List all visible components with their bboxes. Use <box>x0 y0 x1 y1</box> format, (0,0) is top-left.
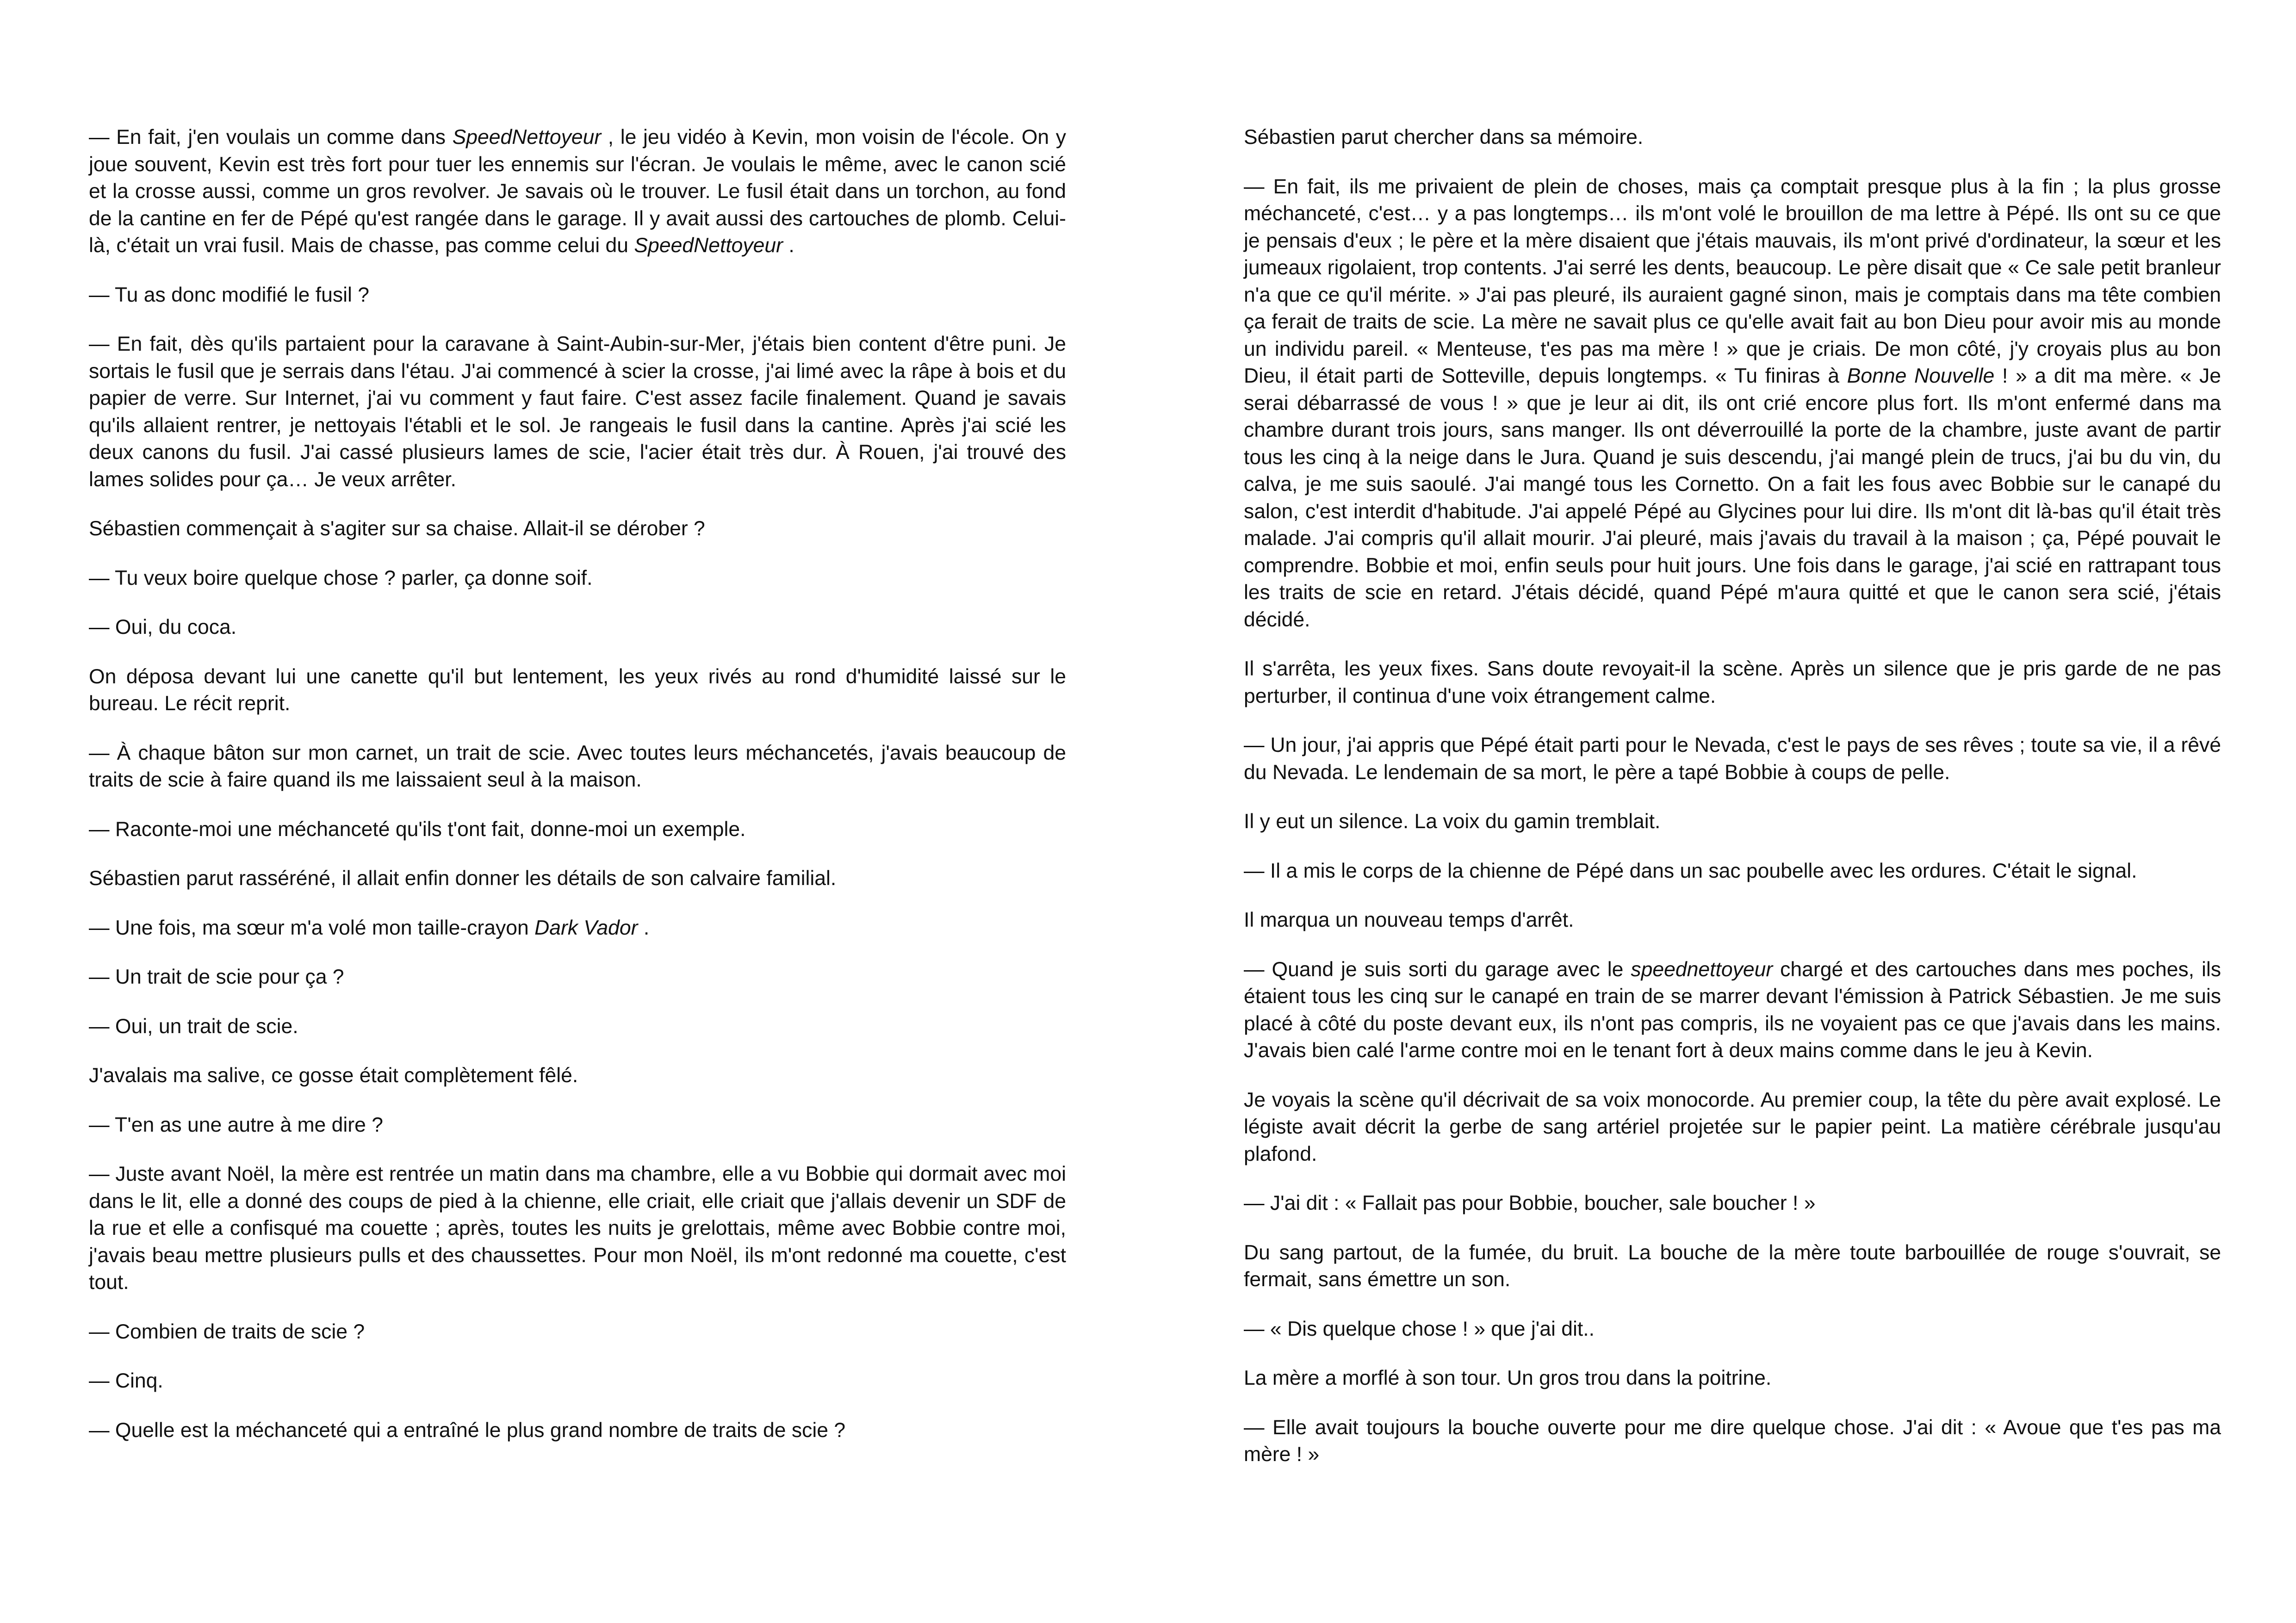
text-run: — « Dis quelque chose ! » que j'ai dit.. <box>1244 1317 1595 1340</box>
paragraph <box>1244 173 2221 634</box>
text-run: — Une fois, ma sœur m'a volé mon taille-crayon <box>89 916 535 939</box>
paragraph <box>89 331 1066 493</box>
text-run: — À chaque bâton sur mon carnet, un trait de scie. Avec toutes leurs méchancetés, j'avais beaucoup de traits de scie à faire quand ils me laissaient seul à la maison. <box>89 741 1066 791</box>
paragraph <box>89 1112 1066 1139</box>
text-run: — Quand je suis sorti du garage avec le <box>1244 958 1631 981</box>
paragraph <box>89 1161 1066 1296</box>
paragraph <box>1244 1239 2221 1294</box>
italic-run: SpeedNettoyeur <box>634 234 783 257</box>
italic-run: Bonne Nouvelle <box>1847 365 1995 387</box>
paragraph <box>89 1013 1066 1041</box>
paragraph <box>89 1062 1066 1090</box>
text-run: — Juste avant Noël, la mère est rentrée un matin dans ma chambre, elle a vu Bobbie qui dormait avec moi dans le lit, elle a donné des coups de pied à la chienne, elle criait, elle criait que j'allais devenir un SDF de la rue et elle a confisqué ma couette ; après, toutes les nuits je grelottais, même avec Bobbie contre moi, j'avais beau mettre plusieurs pulls et des chaussettes. Pour mon Noël, ils m'ont redonné ma couette, c'est tout. <box>89 1163 1066 1294</box>
text-run: Sébastien parut chercher dans sa mémoire. <box>1244 126 1644 149</box>
text-run: chargé et des cartouches dans mes poches, ils étaient tous les cinq sur le canapé en train de se marrer devant l'émission à Patrick Sébastien. Je me suis placé à côté du poste devant eux, ils n'ont pas compris, ils ne voyaient pas ce que j'avais dans les mains. J'avais bien calé l'arme contre moi en le tenant fort à deux mains comme dans le jeu à Kevin. <box>1244 958 2221 1062</box>
text-run: — Oui, du coca. <box>89 616 237 638</box>
italic-run: speednettoyeur <box>1631 958 1773 981</box>
paragraph <box>89 124 1066 260</box>
text-run: — Elle avait toujours la bouche ouverte pour me dire quelque chose. J'ai dit : « Avoue que t'es pas ma mère ! » <box>1244 1416 2221 1466</box>
text-run: — Il a mis le corps de la chienne de Pépé dans un sac poubelle avec les ordures. C'était le signal. <box>1244 859 2137 882</box>
paragraph <box>1244 808 2221 836</box>
text-run: Sébastien commençait à s'agiter sur sa chaise. Allait-il se dérober ? <box>89 517 705 540</box>
text-run: — Un jour, j'ai appris que Pépé était parti pour le Nevada, c'est le pays de ses rêves ; toute sa vie, il a rêvé du Nevada. Le lendemain de sa mort, le père a tapé Bobbie à coups de pelle. <box>1244 734 2221 784</box>
paragraph <box>1244 1190 2221 1217</box>
paragraph <box>1244 1316 2221 1343</box>
text-run: — J'ai dit : « Fallait pas pour Bobbie, boucher, sale boucher ! » <box>1244 1192 1816 1214</box>
text-run: Je voyais la scène qu'il décrivait de sa voix monocorde. Au premier coup, la tête du père avait explosé. Le légiste avait décrit la gerbe de sang artériel projetée sur le papier peint. La matière cérébrale jusqu'au plafond. <box>1244 1088 2221 1165</box>
paragraph <box>89 663 1066 718</box>
text-run: La mère a morflé à son tour. Un gros trou dans la poitrine. <box>1244 1367 1772 1389</box>
text-run: Il s'arrêta, les yeux fixes. Sans doute revoyait-il la scène. Après un silence que je pris garde de ne pas perturber, il continua d'une voix étrangement calme. <box>1244 657 2221 707</box>
text-run: J'avalais ma salive, ce gosse était complètement fêlé. <box>89 1064 578 1087</box>
text-run: Il marqua un nouveau temps d'arrêt. <box>1244 909 1574 931</box>
paragraph <box>1244 1365 2221 1392</box>
text-run: ! » a dit ma mère. « Je serai débarrassé de vous ! » que je leur ai dit, ils ont crié encore plus fort. Ils m'ont enfermé dans ma chambre durant trois jours, sans manger. Ils ont déverrouillé la porte de la chambre, juste avant de partir tous les cinq à la neige dans le Jura. Quand je suis descendu, j'ai mangé plein de trucs, j'ai bu du vin, du calva, je me suis saoulé. J'ai mangé tous les Cornetto. On a fait les fous avec Bobbie sur le canapé du salon, c'est interdit d'habitude. J'ai appelé Pépé au Glycines pour lui dire. Ils m'ont dit là-bas qu'il était très malade. J'ai compris qu'il allait mourir. J'ai pleuré, mais j'avais du travail à la maison ; ça, Pépé pouvait le comprendre. Bobbie et moi, enfin seuls pour huit jours. Une fois dans le garage, j'ai scié en rattrapant tous les traits de scie en retard. J'étais décidé, quand Pépé m'aura quitté et que le canon sera scié, j'étais décidé. <box>1244 365 2222 631</box>
paragraph <box>1244 732 2221 786</box>
text-run: — Oui, un trait de scie. <box>89 1015 298 1038</box>
paragraph <box>89 565 1066 592</box>
paragraph <box>1244 656 2221 710</box>
text-run: — T'en as une autre à me dire ? <box>89 1113 383 1136</box>
paragraph <box>1244 907 2221 934</box>
text-run: — Combien de traits de scie ? <box>89 1320 365 1343</box>
text-run: Du sang partout, de la fumée, du bruit. La bouche de la mère toute barbouillée de rouge s'ouvrait, se fermait, sans émettre un son. <box>1244 1241 2221 1291</box>
paragraph <box>89 915 1066 942</box>
text-run: — Cinq. <box>89 1369 163 1392</box>
italic-run: SpeedNettoyeur <box>452 126 602 149</box>
text-run: — Tu as donc modifié le fusil ? <box>89 283 369 306</box>
paragraph <box>89 1319 1066 1346</box>
text-run: On déposa devant lui une canette qu'il but lentement, les yeux rivés au rond d'humidité laissé sur le bureau. Le récit reprit. <box>89 665 1066 715</box>
text-run: . <box>783 234 794 257</box>
text-run: — En fait, ils me privaient de plein de choses, mais ça comptait presque plus à la fin ; la plus grosse méchanceté, c'est… y a pas longtemps… ils m'ont volé le brouillon de ma lettre à Pépé. Ils ont su ce que je pensais d'eux ; le père et la mère disaient que j'étais mauvais, ils m'ont privé d'ordinateur, la sœur et les jumeaux rigolaient, trop contents. J'ai serré les dents, beaucoup. Le père disait que « Ce sale petit branleur n'a que ce qu'il mérite. » J'ai pas pleuré, ils auraient gagné sinon, mais je comptais dans ma tête combien ça ferait de traits de scie. La mère ne savait plus ce qu'elle avait fait au bon Dieu pour avoir mis au monde un individu pareil. « Menteuse, t'es pas ma mère ! » que je criais. De mon côté, j'y croyais plus au bon Dieu, il était parti de Sotteville, depuis longtemps. « Tu finiras à <box>1244 175 2221 387</box>
paragraph <box>89 964 1066 991</box>
paragraph <box>89 282 1066 309</box>
paragraph <box>89 614 1066 641</box>
paragraph <box>1244 956 2221 1065</box>
text-run: — Quelle est la méchanceté qui a entraîné le plus grand nombre de traits de scie ? <box>89 1419 846 1442</box>
text-run: — Un trait de scie pour ça ? <box>89 966 344 988</box>
paragraph <box>1244 858 2221 885</box>
left-page <box>89 124 1066 1466</box>
text-run: Il y eut un silence. La voix du gamin tremblait. <box>1244 810 1661 833</box>
text-run: . <box>638 916 650 939</box>
text-run: — Raconte-moi une méchanceté qu'ils t'ont fait, donne-moi un exemple. <box>89 818 746 841</box>
paragraph <box>1244 1414 2221 1468</box>
paragraph <box>1244 124 2221 151</box>
text-run: — Tu veux boire quelque chose ? parler, ça donne soif. <box>89 566 593 589</box>
paragraph <box>89 740 1066 794</box>
paragraph <box>89 816 1066 843</box>
text-run: , le jeu vidéo à Kevin, mon voisin de l'école. On y joue souvent, Kevin est très fort pour tuer les ennemis sur l'écran. Je voulais le même, avec le canon scié et la crosse aussi, comme un gros revolver. Je savais où le trouver. Le fusil était dans un torchon, au fond de la cantine en fer de Pépé qu'est rangée dans le garage. Il y avait aussi des cartouches de plomb. Celui-là, c'était un vrai fusil. Mais de chasse, pas comme celui du <box>89 126 1066 257</box>
right-page <box>1244 124 2221 1491</box>
italic-run: Dark Vador <box>534 916 638 939</box>
paragraph <box>89 1417 1066 1444</box>
paragraph <box>1244 1087 2221 1168</box>
paragraph <box>89 515 1066 543</box>
text-run: Sébastien parut rasséréné, il allait enfin donner les détails de son calvaire familial. <box>89 867 837 890</box>
paragraph <box>89 1368 1066 1395</box>
text-run: — En fait, dès qu'ils partaient pour la caravane à Saint-Aubin-sur-Mer, j'étais bien content d'être puni. Je sortais le fusil que je serrais dans l'étau. J'ai commencé à scier la crosse, j'ai limé avec la râpe à bois et du papier de verre. Sur Internet, j'ai vu comment y faut faire. C'est assez facile finalement. Quand je savais qu'ils allaient rentrer, je nettoyais l'établi et le sol. Je rangeais le fusil dans la cantine. Après j'ai scié les deux canons du fusil. J'ai cassé plusieurs lames de scie, l'acier était très dur. À Rouen, j'ai trouvé des lames solides pour ça… Je veux arrêter. <box>89 333 1066 491</box>
text-run: — En fait, j'en voulais un comme dans <box>89 126 453 149</box>
paragraph <box>89 865 1066 892</box>
